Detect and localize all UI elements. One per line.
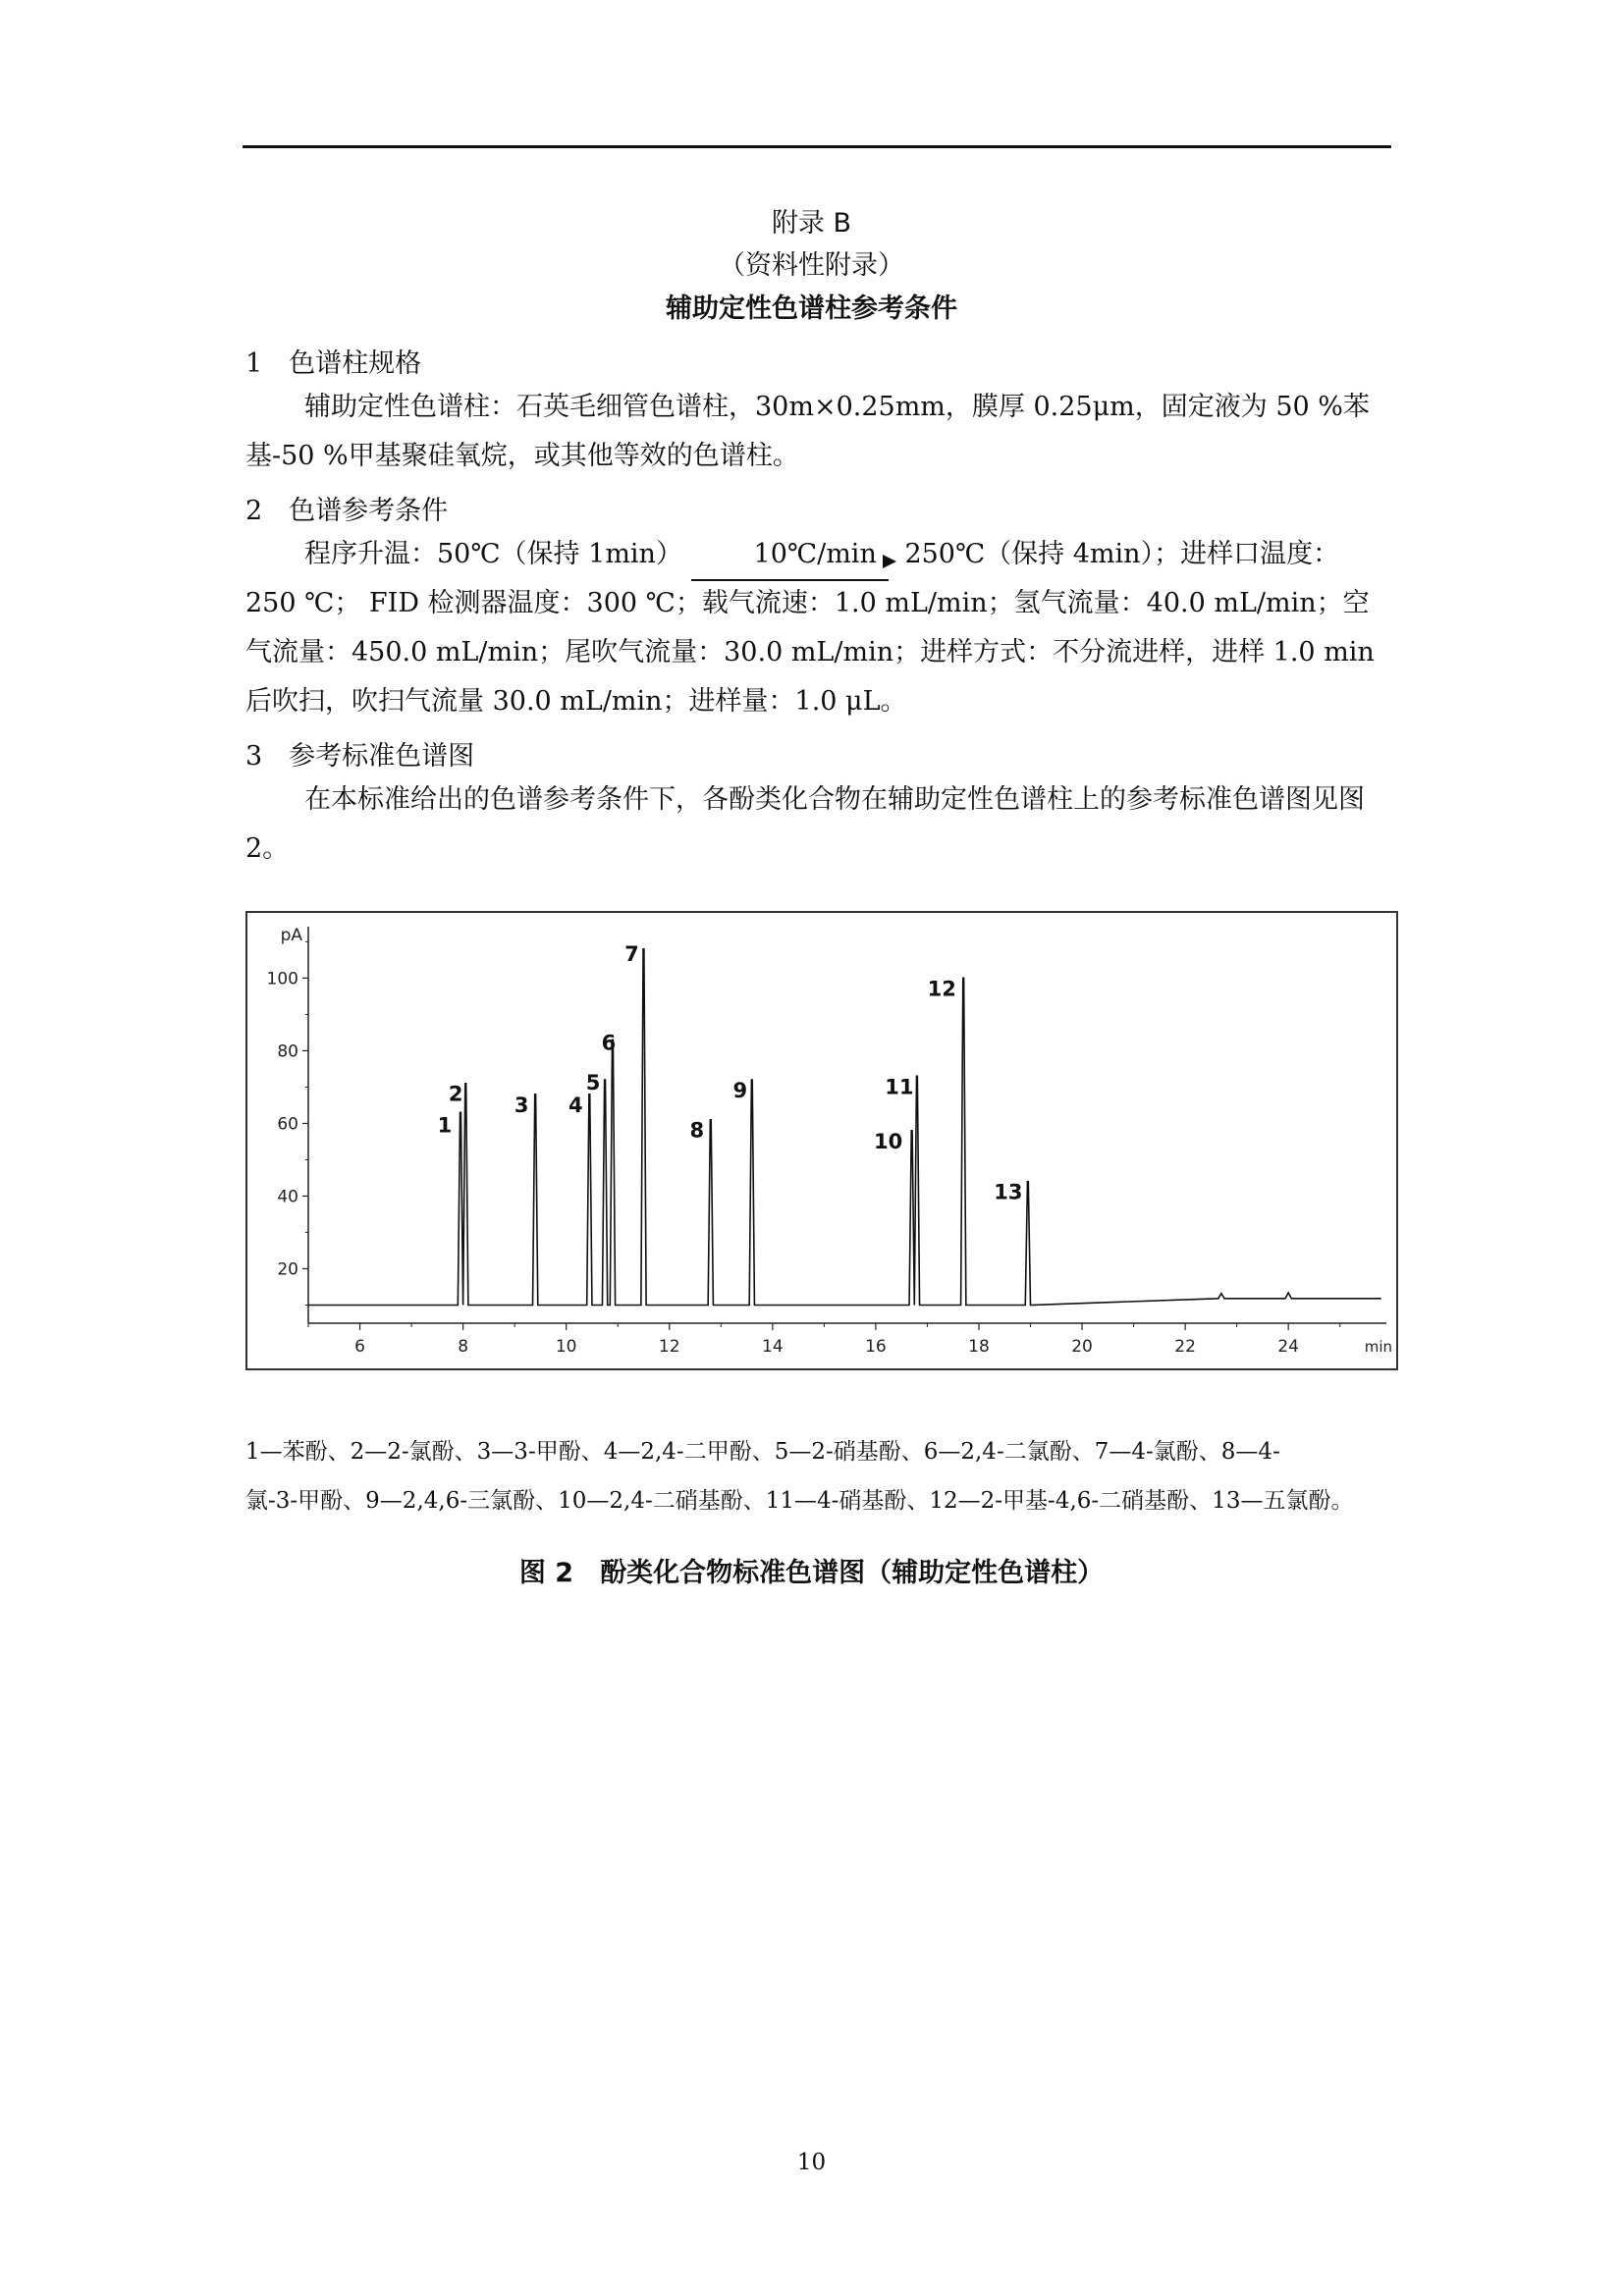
peak-label: 13 xyxy=(994,1180,1023,1204)
peak-label: 4 xyxy=(568,1093,583,1117)
peak-label: 2 xyxy=(448,1082,463,1106)
x-tick-label: 16 xyxy=(865,1337,887,1357)
peak-label: 9 xyxy=(732,1079,748,1103)
x-tick-label: 22 xyxy=(1174,1337,1196,1357)
temp-program-rate xyxy=(691,530,881,579)
section-1-heading: 1 色谱柱规格 xyxy=(245,348,422,379)
section-3-body: 在本标准给出的色谱参考条件下，各酚类化合物在辅助定性色谱柱上的参考标准色谱图见图 2。 xyxy=(245,784,1365,864)
figure-caption: 图 2 酚类化合物标准色谱图（辅助定性色谱柱） xyxy=(518,1558,1105,1588)
temp-program-suffix: 250℃（保持 4min）；进样口温度：250 ℃； xyxy=(245,539,1340,618)
peak-label: 1 xyxy=(437,1113,453,1138)
arrow-icon xyxy=(883,555,896,568)
x-tick-label: 20 xyxy=(1071,1337,1093,1357)
temp-program-prefix: 程序升温：50℃（保持 1min） xyxy=(304,539,682,569)
page-number: 10 xyxy=(796,2150,827,2175)
y-axis-label: pA xyxy=(280,926,302,945)
x-tick-label: 6 xyxy=(354,1337,365,1357)
section-2-heading: 2 色谱参考条件 xyxy=(245,496,449,526)
x-tick-label: 24 xyxy=(1277,1337,1300,1357)
peak-label: 3 xyxy=(514,1093,529,1117)
x-axis-label: min xyxy=(1364,1338,1392,1356)
chromatogram-svg xyxy=(247,913,1396,1368)
peak-legend-line-1: 1—苯酚、2—2-氯酚、3—3-甲酚、4—2,4-二甲酚、5—2-硝基酚、6—2,4-二氯酚、7—4-氯酚、8—4- xyxy=(245,1439,1280,1465)
peak-label: 8 xyxy=(689,1118,705,1143)
peak-label: 10 xyxy=(874,1129,903,1153)
section-3-heading: 3 参考标准色谱图 xyxy=(245,741,475,772)
x-tick-label: 8 xyxy=(458,1337,469,1357)
x-tick-label: 10 xyxy=(555,1337,577,1357)
x-tick-label: 12 xyxy=(658,1337,680,1357)
peak-label: 11 xyxy=(885,1075,914,1099)
appendix-type: （资料性附录） xyxy=(719,250,904,281)
peak-label: 7 xyxy=(624,941,639,966)
y-tick-label: 80 xyxy=(277,1041,298,1062)
chromatogram-trace xyxy=(308,949,1381,1306)
header-rule xyxy=(243,145,1391,148)
peak-legend-line-2: 氯-3-甲酚、9—2,4,6-三氯酚、10—2,4-二硝基酚、11—4-硝基酚、12—2-甲基-4,6-二硝基酚、13—五氯酚。 xyxy=(245,1488,1354,1514)
y-tick-label: 100 xyxy=(266,969,298,989)
chromatogram-chart xyxy=(245,911,1398,1370)
section-2-body xyxy=(245,530,1389,726)
appendix-title: 辅助定性色谱柱参考条件 xyxy=(666,294,957,324)
y-tick-label: 60 xyxy=(277,1114,298,1135)
x-tick-label: 18 xyxy=(968,1337,990,1357)
temp-rate-text: 10℃/min xyxy=(753,539,877,569)
section-1-body: 辅助定性色谱柱：石英毛细管色谱柱，30m×0.25mm，膜厚 0.25μm，固定液为 50 %苯基-50 %甲基聚硅氧烷，或其他等效的色谱柱。 xyxy=(245,392,1370,471)
detector-conditions: FID 检测器温度：300 ℃；载气流速：1.0 mL/min；氢气流量：40.0 mL/min；空气流量：450.0 mL/min；尾吹气流量：30.0 mL/min；进样方式：不分流进样，进样 1.0 min 后吹扫，吹扫气流量 30.0 mL/min；进样量：1.0 μL。 xyxy=(245,588,1375,717)
y-tick-label: 40 xyxy=(277,1187,298,1207)
peak-label: 12 xyxy=(927,977,956,1001)
y-tick-label: 20 xyxy=(277,1259,298,1280)
x-tick-label: 14 xyxy=(762,1337,784,1357)
peak-label: 5 xyxy=(585,1071,601,1095)
peak-label: 6 xyxy=(601,1031,617,1055)
appendix-label: 附录 B xyxy=(771,208,852,239)
